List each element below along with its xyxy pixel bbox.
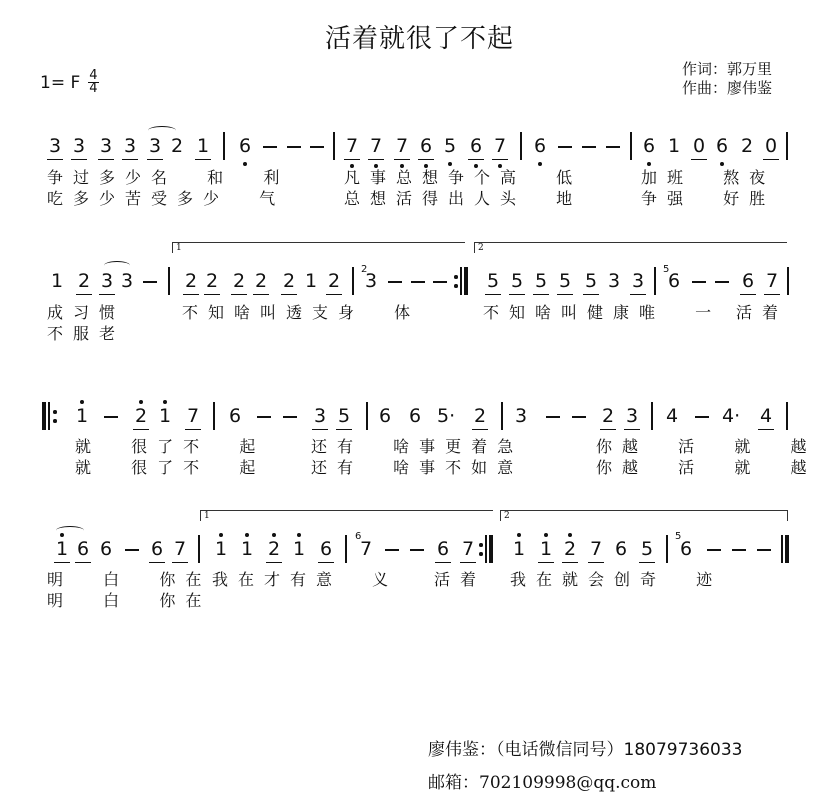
staff-row-1: [0, 135, 839, 165]
note: 3: [72, 135, 86, 157]
note: 1: [196, 135, 210, 157]
dash: [263, 146, 277, 148]
barline: [654, 267, 656, 295]
dash: [310, 146, 324, 148]
note: 1: [539, 538, 553, 560]
note: 1: [512, 538, 526, 560]
barline: [630, 132, 632, 160]
note: 5: [534, 270, 548, 292]
note: 2: [254, 270, 268, 292]
note: 3: [625, 405, 639, 427]
barline: [651, 402, 653, 430]
time-signature: $\frac{4}{4}$: [89, 68, 98, 96]
note: 0: [692, 135, 706, 157]
note: 3: [100, 270, 114, 292]
note: 7: [359, 538, 373, 560]
note: 6: [228, 405, 242, 427]
note: 5: [486, 270, 500, 292]
note: 1: [50, 270, 64, 292]
note: 1: [75, 405, 89, 427]
note: 7: [345, 135, 359, 157]
note: 7: [589, 538, 603, 560]
volta-1: 1: [200, 510, 493, 521]
lyrics-line: 明 白 你在: [47, 570, 212, 589]
dash: [143, 281, 157, 283]
note: 6: [99, 538, 113, 560]
barline: [213, 402, 215, 430]
note: 6: [238, 135, 252, 157]
lyrics-line: 我在就会创奇 迹: [510, 570, 723, 589]
song-title: 活着就很了不起: [324, 24, 514, 54]
note: 2: [134, 405, 148, 427]
note: 3: [631, 270, 645, 292]
lyrics-line: 就 很了不 起: [75, 458, 266, 477]
note: 6: [469, 135, 483, 157]
note: 2: [601, 405, 615, 427]
note: 6: [436, 538, 450, 560]
note: 2: [563, 538, 577, 560]
note: 2: [282, 270, 296, 292]
dash: [287, 146, 301, 148]
note: 1: [667, 135, 681, 157]
dash: [715, 281, 729, 283]
key-signature: [40, 70, 99, 95]
note: 6: [319, 538, 333, 560]
dash: [104, 416, 118, 418]
barline: [787, 267, 789, 295]
note: 2: [232, 270, 246, 292]
note: 3: [99, 135, 113, 157]
dash: [757, 549, 771, 551]
dash: [125, 549, 139, 551]
lyrics-line: 不知啥叫健康唯 一: [483, 303, 722, 322]
dash: [257, 416, 271, 418]
staff-row-3: [0, 405, 839, 435]
lyrics-line: 还有 啥事更着急: [311, 437, 524, 456]
note: 7: [493, 135, 507, 157]
note: 7: [765, 270, 779, 292]
note: 2: [184, 270, 198, 292]
note: 6: [642, 135, 656, 157]
lyrics-line: 活着: [736, 303, 789, 322]
volta-2: 2: [500, 510, 788, 521]
note: 5: [640, 538, 654, 560]
note: 1: [304, 270, 318, 292]
dash: [732, 549, 746, 551]
note: 2: [170, 135, 184, 157]
grace-note: 5: [675, 531, 682, 542]
lyrics-line: 凡事总想争个高 低: [344, 168, 583, 187]
note: 5: [510, 270, 524, 292]
barline: [786, 402, 788, 430]
note: 3: [364, 270, 378, 292]
staff-row-4: [0, 531, 839, 568]
note: 7: [173, 538, 187, 560]
note: 6: [150, 538, 164, 560]
dash: [411, 281, 425, 283]
note: 1: [240, 538, 254, 560]
note: 2: [740, 135, 754, 157]
dash: [692, 281, 706, 283]
note: 3: [607, 270, 621, 292]
note: 4·: [722, 405, 741, 427]
lyrics-line: 争过多少名 和 利: [47, 168, 290, 187]
note: 1: [158, 405, 172, 427]
dash: [283, 416, 297, 418]
note: 7: [395, 135, 409, 157]
lyrics-line: 不服老: [47, 324, 126, 343]
contact-email: 邮箱：702109998@qq.com: [428, 773, 657, 793]
barline: [333, 132, 335, 160]
note: 4: [759, 405, 773, 427]
note: 7: [186, 405, 200, 427]
barline: [666, 535, 668, 563]
note: 5·: [437, 405, 456, 427]
lyrics-line: 我在才有意 义: [212, 570, 399, 589]
lyrics-line: 你越 活 就 越: [596, 458, 817, 477]
note: 6: [419, 135, 433, 157]
key-label: 1= F: [40, 72, 81, 93]
dash: [606, 146, 620, 148]
composer: 作曲：廖伟鉴: [682, 79, 773, 97]
note: 7: [369, 135, 383, 157]
barline: [501, 402, 503, 430]
volta-2: 2: [474, 242, 787, 253]
volta-1: 1: [172, 242, 465, 253]
dash: [385, 549, 399, 551]
note: 3: [148, 135, 162, 157]
note: 2: [473, 405, 487, 427]
note: 6: [533, 135, 547, 157]
note: 5: [443, 135, 457, 157]
slur: [104, 261, 130, 270]
lyricist: 作词：郭万里: [682, 60, 773, 78]
note: 1: [292, 538, 306, 560]
dash: [572, 416, 586, 418]
lyrics-line: 明 白 你在: [47, 591, 212, 610]
barline: [352, 267, 354, 295]
note: 6: [408, 405, 422, 427]
dash: [582, 146, 596, 148]
grace-note: 2: [361, 264, 368, 275]
note: 6: [76, 538, 90, 560]
lyrics-line: 争强 好胜: [641, 189, 776, 208]
lyrics-line: 总想活得出人头 地: [344, 189, 583, 208]
staff-row-2: [0, 264, 839, 300]
note: 6: [667, 270, 681, 292]
note: 6: [715, 135, 729, 157]
note: 3: [514, 405, 528, 427]
note: 6: [679, 538, 693, 560]
note: 2: [205, 270, 219, 292]
note: 2: [77, 270, 91, 292]
lyrics-line: 不知啥叫透支身 体: [182, 303, 421, 322]
lyrics-line: 还有 啥事不如意: [311, 458, 524, 477]
barline: [786, 132, 788, 160]
note: 7: [461, 538, 475, 560]
slur: [148, 126, 176, 135]
note: 2: [327, 270, 341, 292]
barline: [168, 267, 170, 295]
note: 1: [214, 538, 228, 560]
dash: [433, 281, 447, 283]
note: 4: [665, 405, 679, 427]
barline: [223, 132, 225, 160]
barline: [345, 535, 347, 563]
note: 0: [764, 135, 778, 157]
dash: [410, 549, 424, 551]
lyrics-line: 加班 熬夜: [641, 168, 776, 187]
note: 6: [378, 405, 392, 427]
lyrics-line: 活着: [434, 570, 487, 589]
barline: [366, 402, 368, 430]
note: 3: [120, 270, 134, 292]
note: 6: [741, 270, 755, 292]
note: 5: [337, 405, 351, 427]
note: 3: [123, 135, 137, 157]
lyrics-line: 就 很了不 起: [75, 437, 266, 456]
credits: [682, 60, 772, 98]
note: 5: [584, 270, 598, 292]
barline: [520, 132, 522, 160]
note: 3: [48, 135, 62, 157]
lyrics-line: 你越 活 就 越: [596, 437, 817, 456]
note: 2: [267, 538, 281, 560]
note: 3: [313, 405, 327, 427]
dash: [546, 416, 560, 418]
dash: [558, 146, 572, 148]
dash: [695, 416, 709, 418]
note: 5: [558, 270, 572, 292]
note: 6: [614, 538, 628, 560]
lyrics-line: 吃多少苦受多少 气: [47, 189, 286, 208]
contact-phone: 廖伟鉴：（电话微信同号）18079736033: [428, 740, 743, 760]
grace-note: 5: [663, 264, 670, 275]
note: 1: [55, 538, 69, 560]
dash: [707, 549, 721, 551]
lyrics-line: 成习惯: [47, 303, 126, 322]
dash: [388, 281, 402, 283]
barline: [198, 535, 200, 563]
grace-note: 6: [355, 531, 362, 542]
